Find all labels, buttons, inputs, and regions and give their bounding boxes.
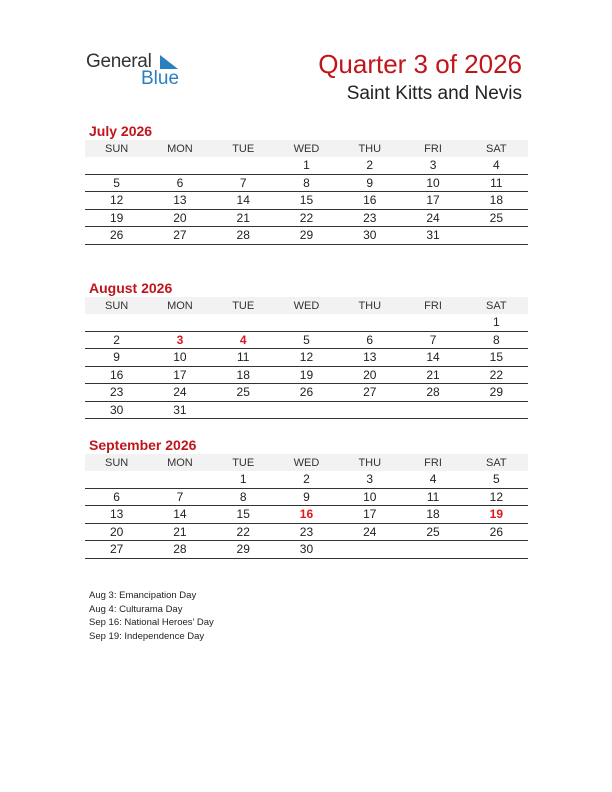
month-name: July 2026 [89,123,153,139]
date-cell: 2 [366,158,374,173]
date-cell: 12 [299,350,314,365]
week-row [85,524,528,542]
weekday-label: THU [358,456,382,469]
holiday-date-cell: 19 [489,507,503,522]
date-cell: 13 [109,507,124,522]
date-cell: 21 [236,210,250,225]
date-cell: 27 [363,385,377,400]
weekday-label: MON [167,456,193,469]
week-row [85,210,528,228]
date-cell: 20 [363,367,377,382]
date-cell: 7 [239,175,247,190]
date-cell: 1 [303,158,310,173]
date-cell: 27 [173,228,187,243]
date-cell: 5 [492,472,500,487]
weekday-header-row [85,140,528,157]
date-cell: 24 [173,385,187,400]
date-cell: 23 [299,524,314,539]
date-cell: 29 [299,228,314,243]
holiday-note: Sep 19: Independence Day [89,631,205,643]
holiday-note: Sep 16: National Heroes’ Day [89,617,214,629]
date-cell: 17 [173,367,187,382]
weekday-label: WED [293,299,320,312]
weekday-label: TUE [232,299,255,312]
date-cell: 11 [426,489,440,504]
date-cell: 15 [299,193,314,208]
date-cell: 8 [239,489,247,504]
date-cell: 17 [426,193,440,208]
date-cell: 6 [113,489,120,504]
date-cell: 14 [173,507,187,522]
week-row [85,314,528,332]
date-cell: 26 [109,228,124,243]
date-cell: 18 [236,367,250,382]
holiday-date-cell: 3 [176,332,184,347]
weekday-label: FRI [424,299,442,312]
date-cell: 6 [366,332,374,347]
week-row [85,227,528,245]
date-cell: 6 [176,175,184,190]
weekday-label: SAT [486,142,507,155]
date-cell: 10 [363,489,377,504]
weekday-label: WED [293,456,320,469]
date-cell: 18 [426,507,440,522]
date-cell: 22 [236,524,250,539]
date-cell: 8 [303,175,310,190]
date-cell: 14 [236,193,250,208]
weekday-label: TUE [232,142,255,155]
date-cell: 14 [426,350,440,365]
date-cell: 9 [303,489,310,504]
date-cell: 30 [109,402,124,417]
holiday-notes [89,589,214,644]
weekday-header-row [85,297,528,314]
date-cell: 28 [426,385,440,400]
week-row [85,175,528,193]
date-cell: 5 [113,175,120,190]
date-cell: 29 [489,385,503,400]
date-cell: 4 [492,158,500,173]
date-cell: 12 [109,193,124,208]
weekday-label: MON [167,299,193,312]
month-july [85,123,528,245]
date-cell: 11 [490,175,503,190]
date-cell: 30 [299,542,314,557]
date-cell: 10 [426,175,440,190]
date-cell: 19 [299,367,314,382]
date-cell: 27 [109,542,124,557]
date-cell: 16 [109,367,124,382]
date-cell: 25 [489,210,503,225]
date-cell: 2 [303,472,310,487]
date-cell: 19 [109,210,124,225]
date-cell: 31 [426,228,440,243]
date-cell: 29 [236,542,250,557]
holiday-date-cell: 4 [239,332,247,347]
date-cell: 3 [366,472,374,487]
weekday-label: SAT [486,299,507,312]
date-cell: 7 [429,332,437,347]
week-row [85,489,528,507]
date-cell: 9 [366,175,374,190]
date-cell: 24 [363,524,377,539]
week-row [85,506,528,524]
weekday-label: FRI [424,142,442,155]
date-cell: 23 [109,385,124,400]
weekday-label: SUN [105,456,129,469]
date-cell: 8 [492,332,500,347]
weekday-label: TUE [232,456,255,469]
page-subtitle: Saint Kitts and Nevis [346,83,522,104]
date-cell: 25 [236,385,250,400]
week-row [85,471,528,489]
date-cell: 21 [426,367,440,382]
date-cell: 31 [173,402,187,417]
date-cell: 28 [173,542,187,557]
date-cell: 13 [363,350,377,365]
month-name: September 2026 [89,437,197,453]
weekday-header-row [85,454,528,471]
logo-word-blue: Blue [141,68,180,89]
weekday-label: SAT [486,456,507,469]
holiday-note: Aug 4: Culturama Day [89,603,183,615]
date-cell: 13 [173,193,187,208]
week-row [85,367,528,385]
date-cell: 15 [236,507,250,522]
date-cell: 16 [363,193,377,208]
date-cell: 18 [489,193,503,208]
logo-word-general: General [86,51,152,72]
weekday-label: WED [293,142,320,155]
date-cell: 20 [173,210,187,225]
date-cell: 1 [239,472,247,487]
date-cell: 5 [303,332,310,347]
weekday-label: THU [358,142,382,155]
weekday-label: MON [167,142,193,155]
date-cell: 3 [429,158,437,173]
date-cell: 28 [236,228,250,243]
month-august [85,280,528,419]
date-cell: 30 [363,228,377,243]
week-row [85,192,528,210]
date-cell: 12 [489,489,503,504]
week-row [85,349,528,367]
date-cell: 24 [426,210,440,225]
week-row [85,402,528,420]
date-cell: 26 [489,524,503,539]
weekday-label: SUN [105,299,129,312]
page-title: Quarter 3 of 2026 [318,49,522,79]
date-cell: 10 [173,350,187,365]
date-cell: 7 [176,489,184,504]
date-cell: 17 [363,507,377,522]
date-cell: 11 [236,350,250,365]
date-cell: 1 [492,315,500,330]
date-cell: 15 [489,350,503,365]
date-cell: 9 [113,350,120,365]
week-row [85,541,528,559]
holiday-date-cell: 16 [299,507,314,522]
date-cell: 23 [363,210,377,225]
date-cell: 25 [426,524,440,539]
holiday-note: Aug 3: Emancipation Day [89,590,197,601]
weekday-label: THU [358,299,382,312]
date-cell: 4 [429,472,437,487]
weekday-label: FRI [424,456,442,469]
date-cell: 2 [113,332,120,347]
date-cell: 21 [173,524,187,539]
generalblue-logo [86,51,196,91]
date-cell: 22 [299,210,314,225]
month-september [85,437,528,559]
month-name: August 2026 [89,280,173,296]
weekday-label: SUN [105,142,129,155]
week-row [85,157,528,175]
date-cell: 26 [299,385,314,400]
date-cell: 22 [489,367,503,382]
date-cell: 20 [109,524,124,539]
week-row [85,384,528,402]
week-row [85,332,528,350]
